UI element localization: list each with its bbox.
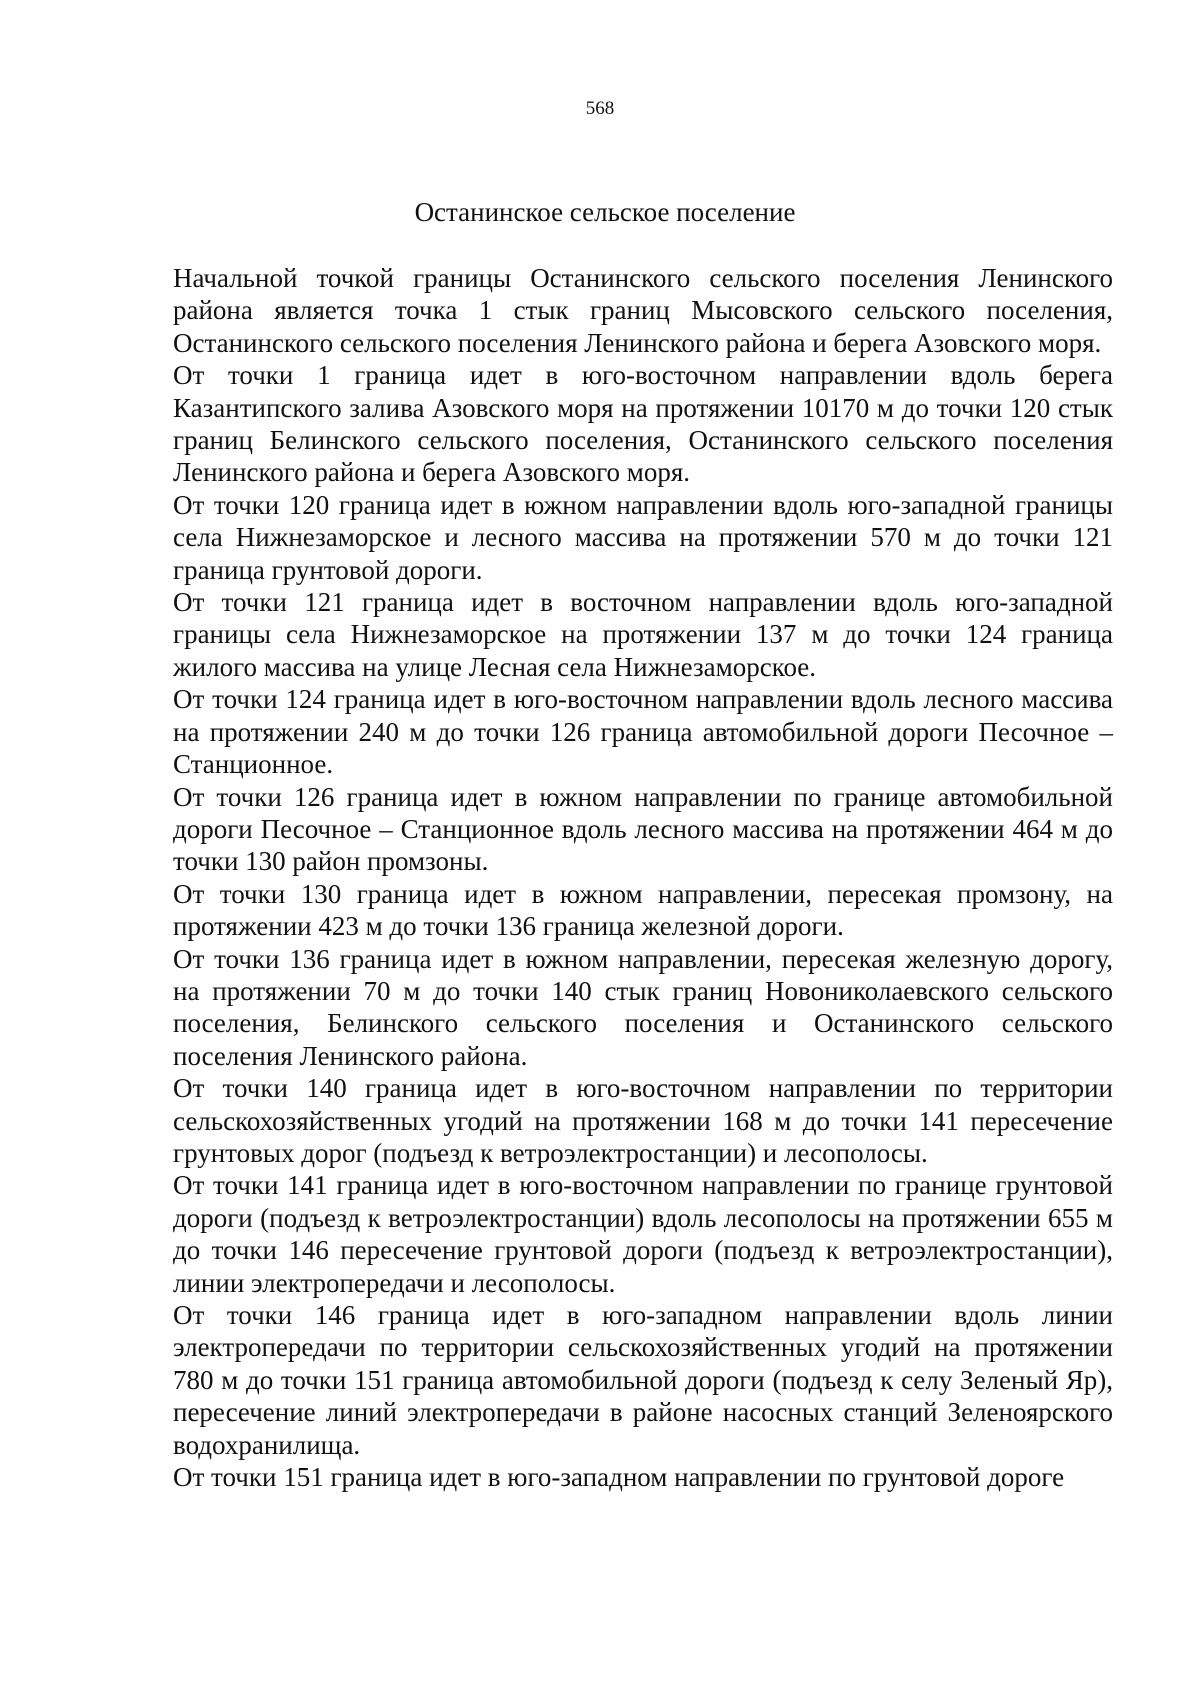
paragraph: От точки 141 граница идет в юго-восточном направлении по границе грунтовой дороги (подъезд к ветроэлектростанции) вдоль лесополосы на протяжении 655 м до точки 146 пересечение грунтовой дороги (подъезд к ветроэлектростанции), линии электропередачи и лесополосы. bbox=[173, 1170, 1113, 1298]
paragraph: От точки 121 граница идет в восточном направлении вдоль юго-западной границы села Нижнезаморское на протяжении 137 м до точки 124 граница жилого массива на улице Лесная села Нижнезаморское. bbox=[173, 587, 1113, 682]
paragraph: От точки 136 граница идет в южном направлении, пересекая железную дорогу, на протяжении 70 м до точки 140 стык границ Новониколаевского сельского поселения, Белинского сельского поселения и Останинского сельского поселения Ленинского района. bbox=[173, 943, 1113, 1071]
paragraph: От точки 126 граница идет в южном направлении по границе автомобильной дороги Песочное – Станционное вдоль лесного массива на протяжении 464 м до точки 130 район промзоны. bbox=[173, 781, 1113, 877]
page-number: 568 bbox=[585, 98, 615, 119]
paragraph: От точки 146 граница идет в юго-западном направлении вдоль линии электропередачи по территории сельскохозяйственных угодий на протяжении 780 м до точки 151 граница автомобильной дороги (подъезд к селу Зеленый Яр), пересечение линий электропередачи в районе насосных станций Зеленоярского водохранилища. bbox=[173, 1300, 1113, 1460]
paragraph: От точки 151 граница идет в юго-западном направлении по грунтовой дороге bbox=[173, 1462, 1065, 1493]
document-body bbox=[173, 262, 1113, 1493]
paragraph: От точки 140 граница идет в юго-восточном направлении по территории сельскохозяйственных угодий на протяжении 168 м до точки 141 пересечение грунтовых дорог (подъезд к ветроэлектростанции) и лесополосы. bbox=[173, 1073, 1113, 1168]
paragraph: От точки 120 граница идет в южном направлении вдоль юго-западной границы села Нижнезаморское и лесного массива на протяжении 570 м до точки 121 граница грунтовой дороги. bbox=[173, 489, 1113, 585]
section-title: Останинское сельское поселение bbox=[414, 197, 796, 227]
paragraph: Начальной точкой границы Останинского сельского поселения Ленинского района является точка 1 стык границ Мысовского сельского поселения, Останинского сельского поселения Ленинского района и берега Азовского моря. bbox=[173, 263, 1113, 358]
paragraph: От точки 124 граница идет в юго-восточном направлении вдоль лесного массива на протяжении 240 м до точки 126 граница автомобильной дороги Песочное – Станционное. bbox=[173, 684, 1113, 780]
paragraph: От точки 130 граница идет в южном направлении, пересекая промзону, на протяжении 423 м до точки 136 граница железной дороги. bbox=[173, 878, 1113, 942]
paragraph: От точки 1 граница идет в юго-восточном направлении вдоль берега Казантипского залива Азовского моря на протяжении 10170 м до точки 120 стык границ Белинского сельского поселения, Останинского сельского поселения Ленинского района и берега Азовского моря. bbox=[173, 360, 1113, 488]
